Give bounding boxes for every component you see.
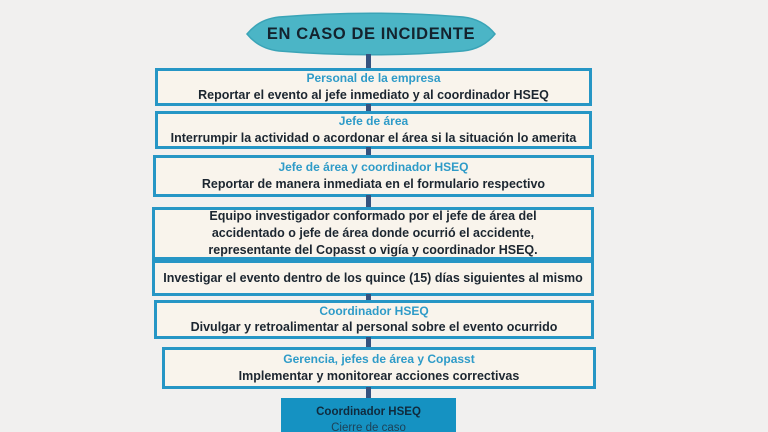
flow-step-role: Coordinador HSEQ	[316, 406, 421, 418]
flow-step-equipo-investigador	[152, 207, 594, 260]
flow-end-cierre-de-caso	[281, 398, 456, 432]
flow-step-role: Jefe de área	[338, 114, 409, 129]
flow-step-role: Gerencia, jefes de área y Copasst	[283, 352, 475, 367]
flow-step-action: Cierre de caso	[331, 421, 406, 432]
flow-step-gerencia-copasst	[162, 347, 596, 389]
flow-step-jefe-de-area	[155, 111, 592, 149]
flow-step-action: Divulgar y retroalimentar al personal sobre el evento ocurrido	[190, 320, 558, 335]
flow-step-action: Investigar el evento dentro de los quince (15) días siguientes al mismo	[163, 270, 583, 285]
flow-step-role: Coordinador HSEQ	[319, 303, 429, 318]
flow-step-action: Reportar de manera inmediata en el formulario respectivo	[201, 176, 546, 191]
flow-step-action: Equipo investigador conformado por el jefe de área del accidentado o jefe de área donde ocurrió el accidente, representante del Copasst o vigía y coordinador HSEQ.	[208, 209, 538, 257]
flow-step-role: Jefe de área y coordinador HSEQ	[278, 160, 469, 175]
flow-step-action: Interrumpir la actividad o acordonar el área si la situación lo amerita	[170, 130, 577, 145]
flow-step-coordinador-hseq	[154, 300, 594, 339]
flow-step-action: Implementar y monitorear acciones correctivas	[238, 368, 520, 383]
page-title: EN CASO DE INCIDENTE	[266, 24, 476, 43]
connector-line	[366, 54, 371, 69]
flow-step-role: Personal de la empresa	[306, 71, 441, 86]
title-banner	[245, 11, 497, 57]
flow-step-investigar-evento	[152, 260, 594, 296]
flow-step-personal-empresa	[155, 68, 592, 106]
flow-step-action: Reportar el evento al jefe inmediato y al coordinador HSEQ	[198, 87, 549, 102]
flow-step-jefe-y-coordinador	[153, 155, 594, 197]
